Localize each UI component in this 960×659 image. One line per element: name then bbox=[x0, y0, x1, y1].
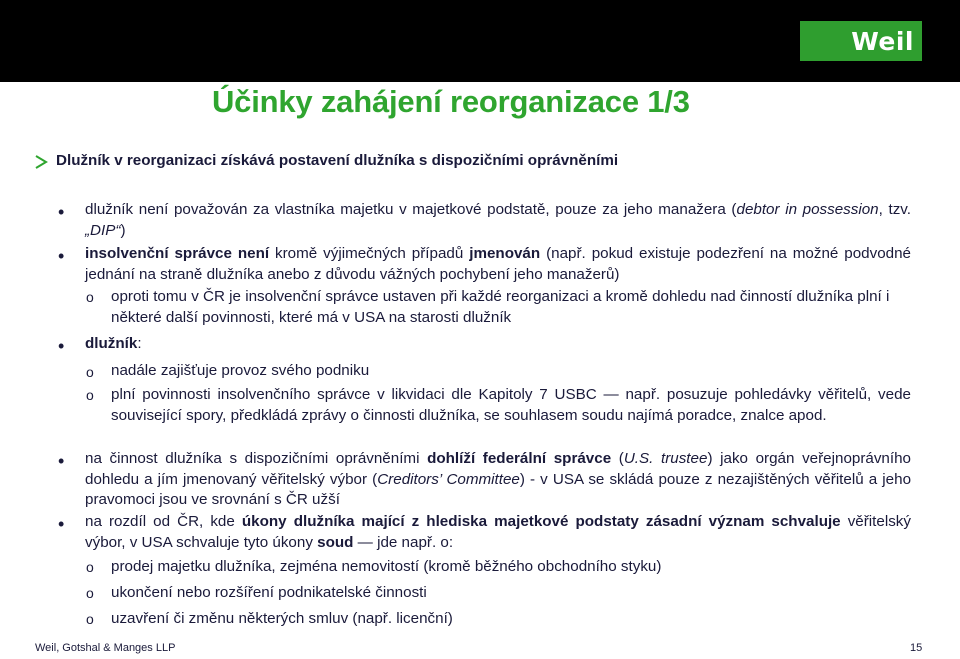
sub-bullet-operation: nadále zajišťuje provoz svého podniku bbox=[111, 362, 370, 379]
sub-bullet-icon: o bbox=[86, 364, 94, 380]
weil-logo bbox=[800, 21, 922, 61]
bullet-dip: dlužník není považován za vlastníka majetku v majetkové podstatě, pouze za jeho manažera (debtor in possession, tzv. „DIP“) bbox=[85, 201, 911, 239]
sub-bullet-icon: o bbox=[86, 559, 94, 575]
footer-firm: Weil, Gotshal & Manges LLP bbox=[35, 642, 176, 654]
arrow-bullet-icon bbox=[34, 155, 48, 169]
sub-bullet-icon: o bbox=[86, 585, 94, 601]
page-number: 15 bbox=[910, 642, 923, 654]
bullet-icon: • bbox=[58, 514, 65, 534]
sub-bullet-contracts: uzavření či změnu některých smluv (např. licenční) bbox=[111, 610, 453, 627]
bullet-icon: • bbox=[58, 246, 65, 266]
sub-bullet-cr: oproti tomu v ČR je insolvenční správce ustaven při každé reorganizaci a kromě dohledu nad činností dlužníka plní i některé další povinnosti, které má v USA na starosti dlužník bbox=[111, 288, 890, 326]
bullet-court-approval: na rozdíl od ČR, kde úkony dlužníka mající z hlediska majetkové podstaty zásadní význam schvaluje věřitelský výbor, v USA schvaluje tyto úkony soud — jde např. o: bbox=[85, 513, 911, 551]
sub-bullet-icon: o bbox=[86, 289, 94, 305]
sub-bullet-icon: o bbox=[86, 611, 94, 627]
bullet-debtor: dlužník: bbox=[85, 335, 142, 352]
bullet-icon: • bbox=[58, 336, 65, 356]
bullet-icon: • bbox=[58, 451, 65, 471]
logo-text: Weil bbox=[851, 26, 914, 56]
sub-bullet-sale: prodej majetku dlužníka, zejména nemovitostí (kromě běžného obchodního styku) bbox=[111, 558, 662, 575]
slide-title: Účinky zahájení reorganizace 1/3 bbox=[212, 84, 690, 119]
bullet-supervision: na činnost dlužníka s dispozičními oprávněními dohlíží federální správce (U.S. trustee) jako orgán veřejnoprávního dohledu a jím jmenovaný věřitelský výbor (Creditors’ Committee) - v USA se skládá pouze z nezajištěných věřitelů a jeho pravomoci jsou ve srovnání s ČR užší bbox=[85, 450, 912, 508]
bullet-trustee: insolvenční správce není kromě výjimečných případů jmenován (např. pokud existuje podezření na možné podvodné jednání na straně dlužníka anebo z důvodu vážných pochybení jeho manažerů) bbox=[85, 245, 912, 283]
sub-bullet-business: ukončení nebo rozšíření podnikatelské činnosti bbox=[111, 584, 427, 601]
sub-bullet-duties: plní povinnosti insolvenčního správce v likvidaci dle Kapitoly 7 USBC — např. posuzuje pohledávky věřitelů, vede související spory, předkládá zprávy o činnosti dlužníka, se souhlasem soudu najímá poradce, znalce apod. bbox=[111, 386, 911, 424]
bullet-icon: • bbox=[58, 202, 65, 222]
sub-bullet-icon: o bbox=[86, 387, 94, 403]
section-heading: Dlužník v reorganizaci získává postavení dlužníka s dispozičními oprávněními bbox=[56, 152, 619, 169]
